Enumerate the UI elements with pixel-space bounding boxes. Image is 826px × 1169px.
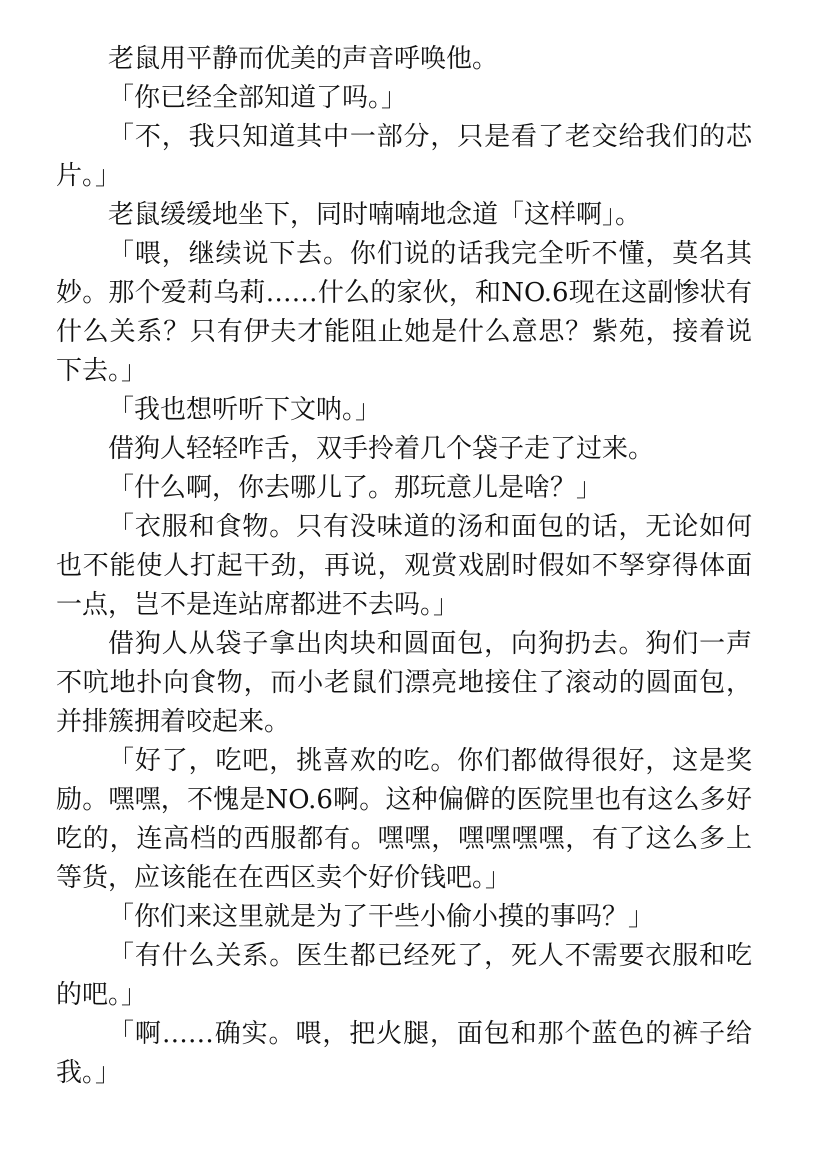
paragraph-2: 「你已经全部知道了吗。」 [108, 83, 408, 113]
paragraph-10: 借狗人从袋子拿出肉块和圆面包，向狗扔去。狗们一声不吭地扑向食物，而小老鼠们漂亮地接住了滚动的圆面包，并排簇拥着咬起来。 [56, 629, 752, 737]
paragraph-6: 「我也想听听下文呐。」 [108, 395, 382, 425]
paragraph-4: 老鼠缓缓地坐下，同时喃喃地念道「这样啊」。 [108, 200, 642, 230]
paragraph-9: 「衣服和食物。只有没味道的汤和面包的话，无论如何也不能使人打起干劲，再说，观赏戏剧时假如不孥穿得体面一点，岂不是连站席都进不去吗。」 [56, 512, 752, 620]
paragraph-3: 「不，我只知道其中一部分，只是看了老交给我们的芯片。」 [56, 122, 752, 191]
document-page [56, 40, 752, 1093]
paragraph-7: 借狗人轻轻咋舌，双手拎着几个袋子走了过来。 [108, 434, 655, 464]
paragraph-13: 「有什么关系。医生都已经死了，死人不需要衣服和吃的吧。」 [56, 941, 752, 1010]
paragraph-8: 「什么啊，你去哪儿了。那玩意儿是啥？」 [108, 473, 603, 503]
paragraph-11: 「好了，吃吧，挑喜欢的吃。你们都做得很好，这是奖励。嘿嘿，不愧是NO.6啊。这种偏僻的医院里也有这么多好吃的，连高档的西服都有。嘿嘿，嘿嘿嘿嘿，有了这么多上等货，应该能在在西区卖个好价钱吧。」 [56, 746, 752, 893]
paragraph-5: 「喂，继续说下去。你们说的话我完全听不懂，莫名其妙。那个爱莉乌莉……什么的家伙，和NO.6现在这副惨状有什么关系？只有伊夫才能阻止她是什么意思？紫苑，接着说下去。」 [56, 239, 752, 386]
paragraph-1: 老鼠用平静而优美的声音呼唤他。 [108, 44, 499, 74]
paragraph-14: 「啊……确实。喂，把火腿，面包和那个蓝色的裤子给我。」 [56, 1019, 752, 1088]
paragraph-12: 「你们来这里就是为了干些小偷小摸的事吗？」 [108, 902, 655, 932]
